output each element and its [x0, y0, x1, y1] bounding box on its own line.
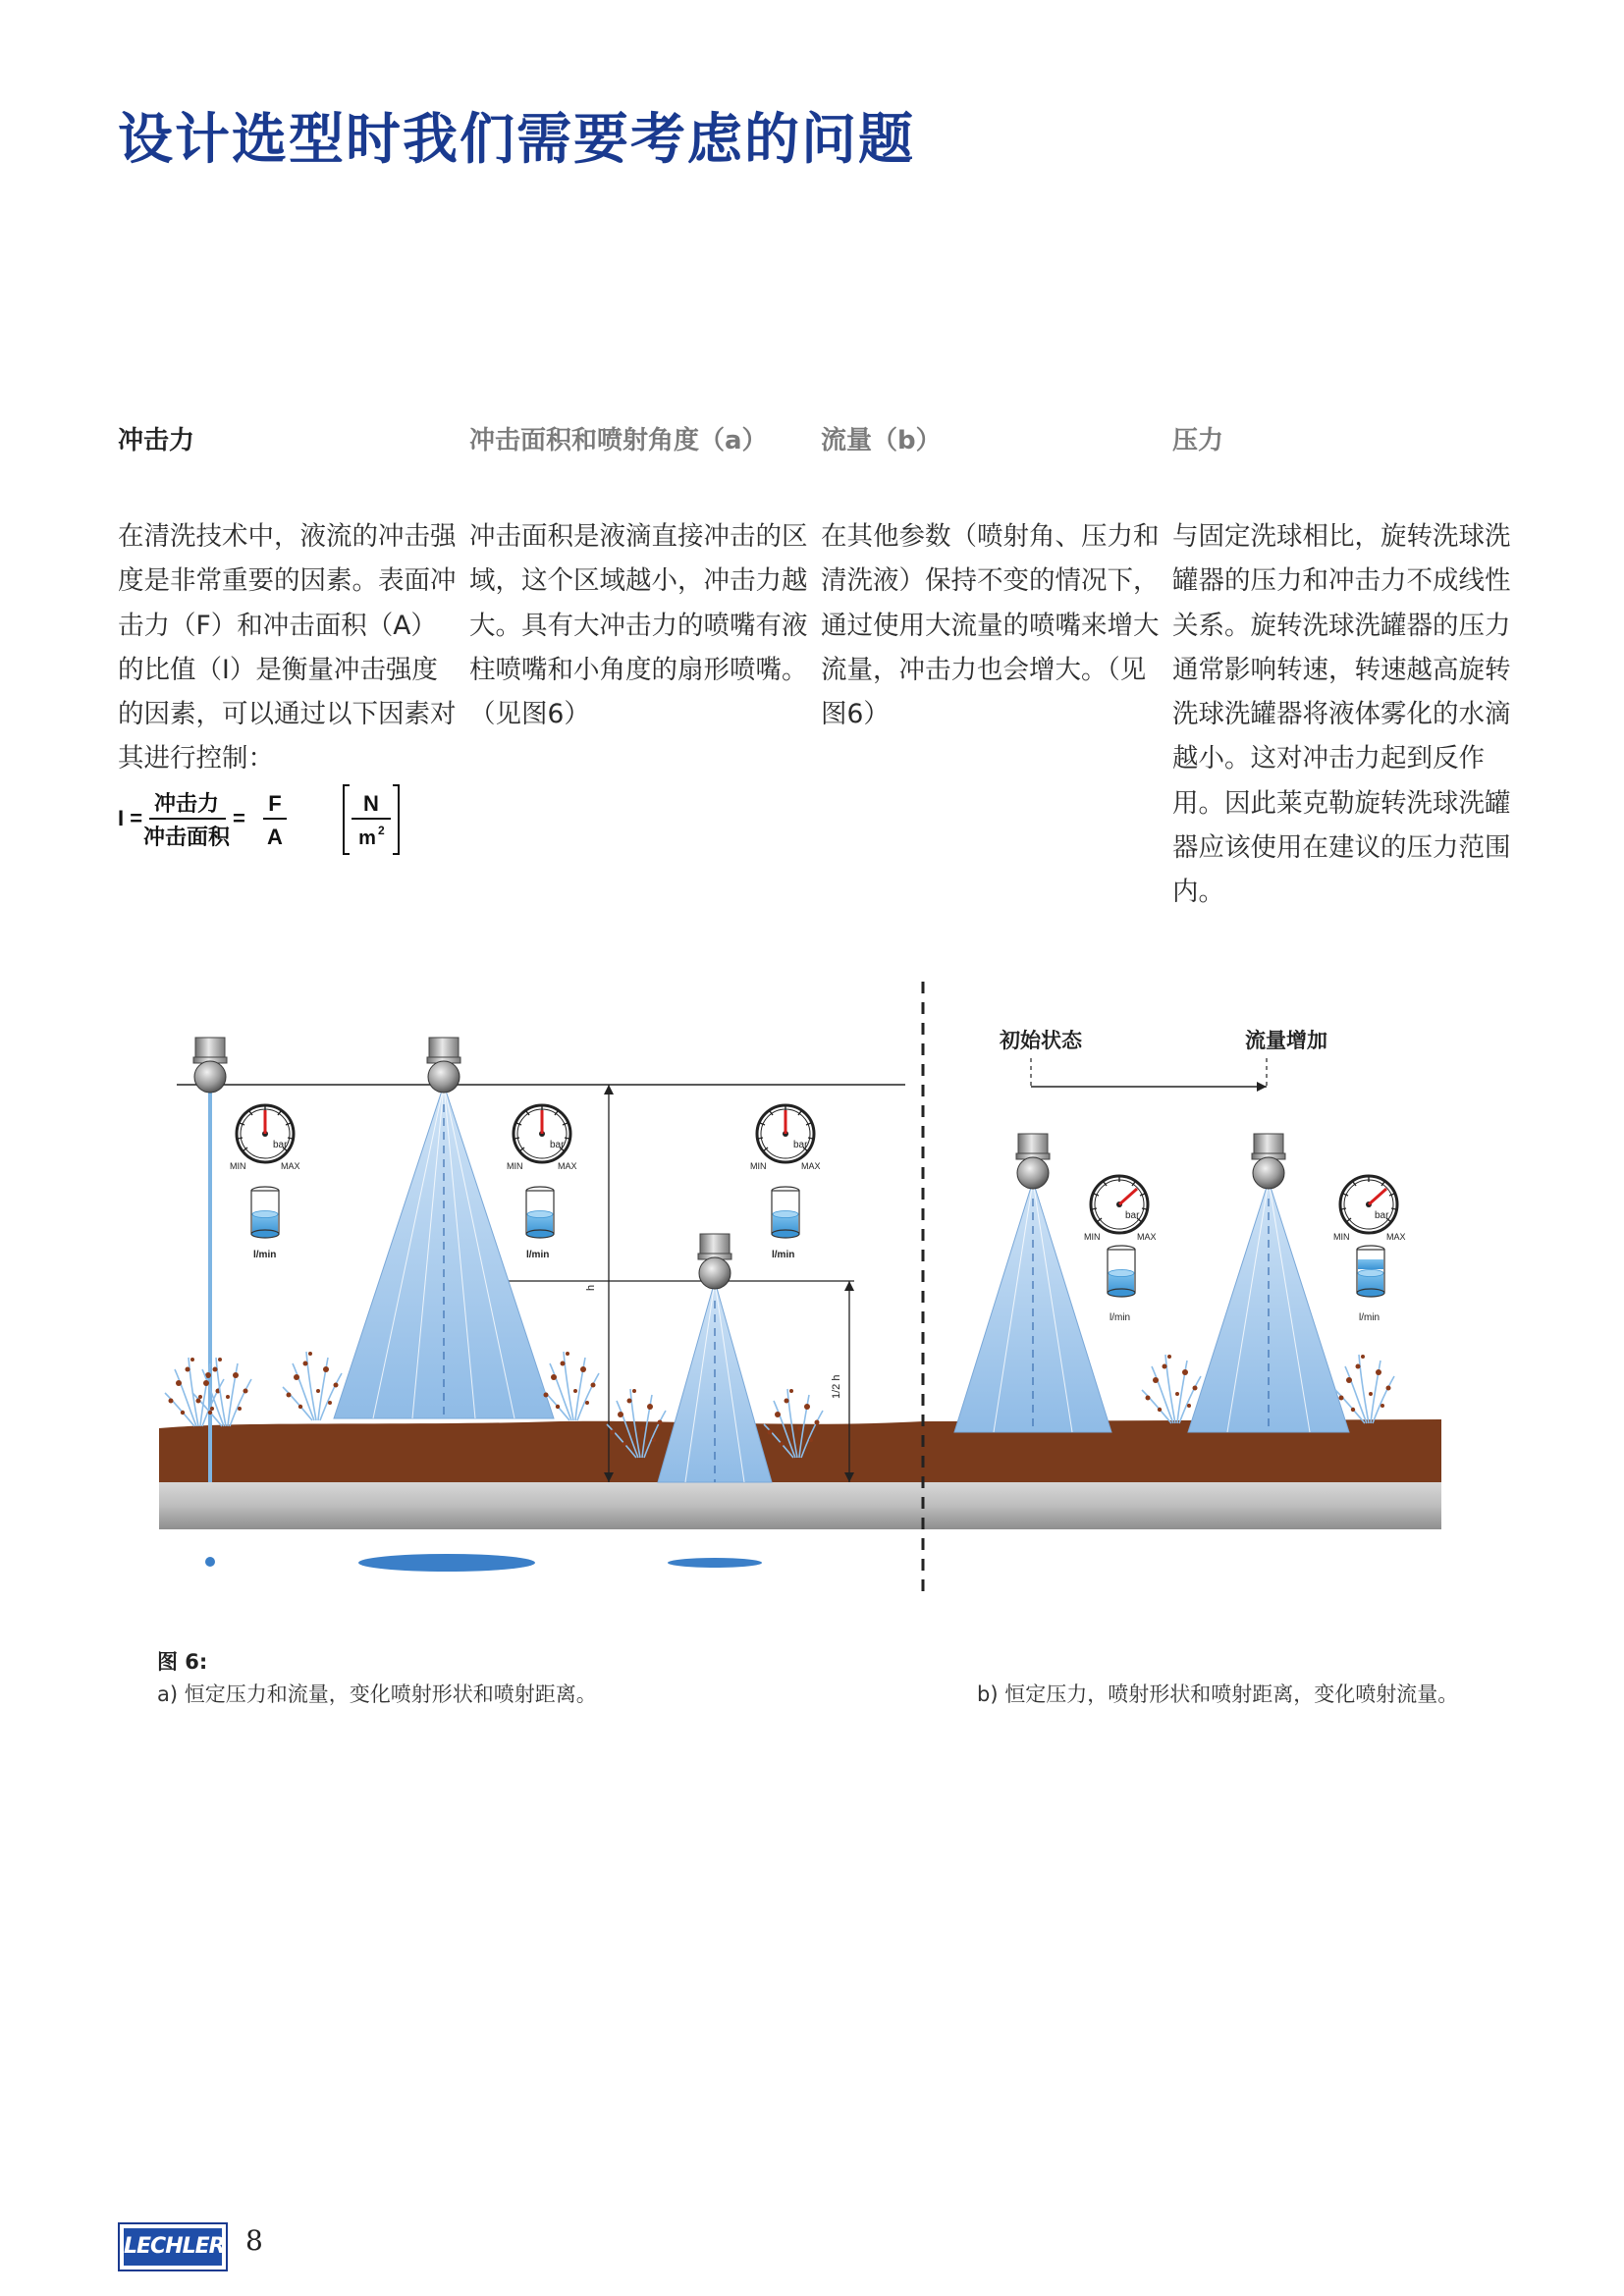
gauge-max-label: MAX	[1137, 1232, 1157, 1242]
nozzle-icon	[193, 1038, 227, 1093]
flow-beaker-5	[1357, 1246, 1384, 1323]
column-impact	[118, 424, 457, 781]
figure-caption-title: 图 6:	[157, 1650, 208, 1674]
flow-beaker-4	[1108, 1246, 1135, 1323]
nozzle-icon	[1252, 1134, 1285, 1189]
gauge-min-label: MIN	[230, 1161, 246, 1171]
gauge-max-label: MAX	[281, 1161, 300, 1171]
pressure-gauge-4	[1084, 1176, 1157, 1242]
nozzle-icon	[1016, 1134, 1050, 1189]
formula-force: F	[268, 791, 282, 816]
splash-icon	[1335, 1355, 1394, 1423]
flow-beaker-3	[772, 1187, 799, 1260]
column-body: 冲击面积是液滴直接冲击的区域，这个区域越小，冲击力越大。具有大冲击力的喷嘴有液柱喷嘴和小角度的扇形喷嘴。（见图6）	[469, 521, 808, 730]
pressure-gauge-1	[230, 1105, 300, 1171]
formula-area: A	[267, 825, 283, 849]
nozzle-icon	[427, 1038, 460, 1093]
label-flow-increase: 流量增加	[1245, 1029, 1327, 1052]
lechler-logo	[118, 2222, 228, 2271]
column-body: 与固定洗球相比，旋转洗球洗罐器的压力和冲击力不成线性关系。旋转洗球洗罐器的压力通常影响转速，转速越高旋转洗球洗罐器将液体雾化的水滴越小。这对冲击力起到反作用。因此莱克勒旋转洗球洗罐器应该使用在建议的压力范围内。	[1172, 521, 1511, 908]
gauge-max-label: MAX	[1386, 1232, 1406, 1242]
formula-unit-denominator: m	[358, 828, 376, 849]
flow-beaker-1	[251, 1187, 279, 1260]
pressure-gauge-5	[1333, 1176, 1406, 1242]
gauge-min-label: MIN	[750, 1161, 767, 1171]
column-heading: 冲击面积和喷射角度（a）	[469, 426, 768, 455]
column-body: 在清洗技术中，液流的冲击强度是非常重要的因素。表面冲击力（F）和冲击面积（A）的比值（I）是衡量冲击强度的因素，可以通过以下因素对其进行控制：	[118, 521, 457, 774]
flow-unit-label: l/min	[772, 1250, 795, 1260]
flow-unit-label: l/min	[1359, 1312, 1380, 1323]
flow-unit-label: l/min	[1110, 1312, 1131, 1323]
dimension-half-h-label: 1/2 h	[831, 1374, 842, 1399]
page-title: 设计选型时我们需要考虑的问题	[118, 108, 915, 172]
column-pressure	[1172, 424, 1511, 915]
gauge-min-label: MIN	[507, 1161, 523, 1171]
formula-unit-exponent: 2	[378, 824, 385, 837]
pressure-gauge-3	[750, 1105, 821, 1171]
pressure-gauge-2	[507, 1105, 577, 1171]
impact-formula	[118, 783, 412, 862]
formula-unit-numerator: N	[363, 791, 379, 816]
splash-icon	[283, 1352, 342, 1420]
column-flow	[821, 424, 1160, 736]
label-initial-state: 初始状态	[1000, 1029, 1082, 1052]
gauge-unit-label: bar	[793, 1140, 808, 1150]
nozzle-icon	[698, 1234, 731, 1289]
flow-unit-label: l/min	[526, 1250, 550, 1260]
figure-caption-b: b) 恒定压力，喷射形状和喷射距离，变化喷射流量。	[977, 1682, 1459, 1706]
figure-6	[147, 967, 1463, 1615]
page-number: 8	[245, 2224, 263, 2257]
splash-icon	[1142, 1355, 1201, 1423]
dimension-h-label: h	[585, 1284, 597, 1291]
gauge-unit-label: bar	[1125, 1210, 1140, 1221]
flow-unit-label: l/min	[253, 1250, 277, 1260]
gauge-max-label: MAX	[558, 1161, 577, 1171]
column-heading: 冲击力	[118, 426, 195, 455]
formula-denominator: 冲击面积	[142, 825, 231, 849]
column-body: 在其他参数（喷射角、压力和清洗液）保持不变的情况下，通过使用大流量的喷嘴来增大流量，冲击力也会增大。（见图6）	[821, 521, 1160, 730]
gauge-min-label: MIN	[1084, 1232, 1101, 1242]
logo-text: LECHLER	[124, 2228, 222, 2266]
figure-caption-a: a) 恒定压力和流量，变化喷射形状和喷射距离。	[157, 1682, 597, 1706]
column-area-angle	[469, 424, 808, 736]
column-heading: 压力	[1172, 426, 1224, 455]
gauge-unit-label: bar	[273, 1140, 288, 1150]
gauge-unit-label: bar	[550, 1140, 565, 1150]
gauge-unit-label: bar	[1375, 1210, 1389, 1221]
formula-numerator: 冲击力	[153, 791, 220, 816]
flow-beaker-2	[526, 1187, 554, 1260]
formula-equals: =	[233, 806, 245, 830]
column-heading: 流量（b）	[821, 426, 942, 455]
gauge-max-label: MAX	[801, 1161, 821, 1171]
gauge-min-label: MIN	[1333, 1232, 1350, 1242]
formula-lhs: I =	[118, 806, 143, 830]
